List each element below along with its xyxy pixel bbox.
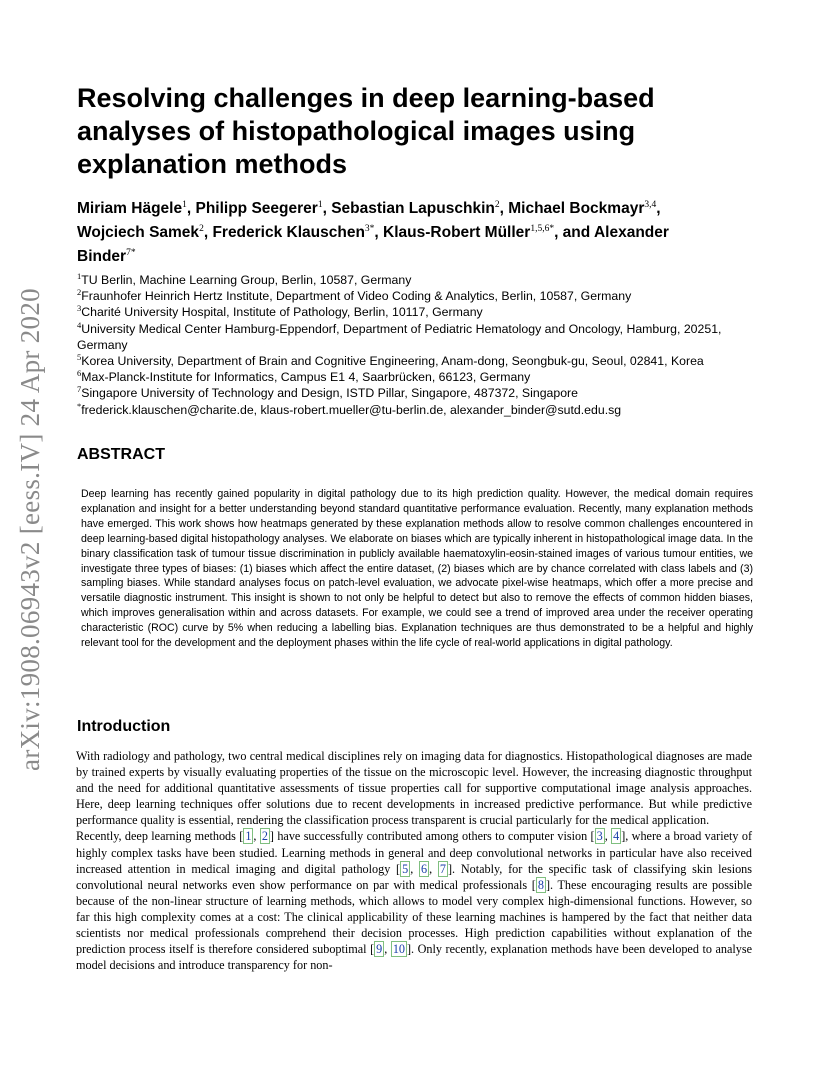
citation-link[interactable]: 6 [421,861,428,876]
affiliation: $^3$Charité University Hospital, Institute of Pathology, Berlin, 10117, Germany [77,303,483,320]
citation-link[interactable]: 5 [402,861,409,876]
intro-paragraph-1: With radiology and pathology, two central medical disciplines rely on imaging data for diagnostics. Histopathological diagnoses are made by trained experts by visually evaluating properties of the tissue on the microscopic level. However, the increasing diagnostic throughput and the need for additional quantitative assessments of tissue properties call for supportive computational image analysis approaches. Here, deep learning techniques offer solutions due to recent developments in increased predictive performance. But while predictive performance quality is essential, rendering the classification process transparent is crucial particularly for the medical application. [76,749,752,828]
citation-link[interactable]: 8 [537,877,544,892]
citation-link[interactable]: 10 [392,942,405,957]
author: Frederick Klauschen$^{3*}$, [212,224,384,242]
citation-link[interactable]: 1 [245,829,252,844]
citation-link[interactable]: 4 [613,829,620,844]
author: Sebastian Lapuschkin$^2$, [331,200,509,218]
introduction-body [76,748,752,973]
citation-link[interactable]: 2 [261,829,268,844]
author: Michael Bockmayr$^{3,4}$, [508,200,661,218]
paper-title: Resolving challenges in deep learning-based analyses of histopathological images using explanation methods [77,83,655,179]
citation-link[interactable]: 9 [376,942,383,957]
intro-paragraph-2: Recently, deep learning methods [ 1 , 2 ] have successfully contributed among others to computer vision [ 3 , 4 ], where a broad variety of highly complex tasks have been studied. Learning methods in general and deep convolutional networks in particular have also received increased attention in medical imaging and digital pathology [ 5 , 6 , 7 ]. Notably, for the specific task of classifying skin lesions convolutional neural networks even show performance on par with medical professionals [ 8 ]. These encouraging results are possible because of the non-linear structure of learning methods, which allows to model very complex high-dimensional functions. However, so far this high complexity comes at a cost: The clinical applicability of these learning machines is hampered by the fact that neither data scientists nor medical professionals comprehend their decision processes. High prediction capabilities without explanation of the prediction process itself is therefore considered suboptimal [ 9 , 10 ]. Only recently, explanation methods have been developed to analyse model decisions and introduce transparency for non- [76,829,753,973]
affiliation: $^5$Korea University, Department of Brain and Cognitive Engineering, Anam-dong, Seongbuk-gu, Seoul, 02841, Korea [77,351,704,369]
affiliation: $^2$Fraunhofer Heinrich Hertz Institute, Department of Video Coding & Analytics, Berlin, 10587, Germany [77,287,632,304]
affiliation-list [77,272,767,418]
author: Philipp Seegerer$^1$, [195,200,332,218]
introduction-heading: Introduction [77,718,171,735]
author-list [77,195,727,267]
abstract-text: Deep learning has recently gained popularity in digital pathology due to its high prediction quality. However, the medical domain requires explanation and insight for a better understanding beyond standard quantitative performance evaluation. Recently, many explanation methods have emerged. This work shows how heatmaps generated by these explanation methods allow to resolve common challenges encountered in deep learning-based digital histopathology analyses. We elaborate on biases which are typically inherent in histopathological image data. In the binary classification task of tumour tissue discrimination in publicly available haematoxylin-eosin-stained images of various tumour entities, we investigate three types of biases: (1) biases which affect the entire dataset, (2) biases which are by chance correlated with class labels and (3) sampling biases. While standard analyses focus on patch-level evaluation, we advocate pixel-wise heatmaps, which offer a more precise and versatile diagnostic instrument. This insight is shown to not only be helpful to detect but also to remove the effects of common hidden biases, which improves generalisation within and across datasets. For example, we could see a trend of improved area under the receiver operating characteristic (ROC) curve by 5% when reducing a labelling bias. Explanation techniques are thus demonstrated to be a helpful and highly relevant tool for the development and the deployment phases within the life cycle of real-world applications in digital pathology. [81,488,753,650]
author: Miriam Hägele$^1$, [77,200,196,218]
author: Alexander Binder$^{7*}$ [77,224,669,266]
author: Wojciech Samek$^2$, [77,224,213,242]
abstract-heading: ABSTRACT [77,446,165,463]
citation-link[interactable]: 7 [439,861,446,876]
author: Klaus-Robert Müller$^{1,5,6*}$, and [383,224,594,242]
affiliation-emails: *frederick.klauschen@charite.de, klaus-robert.mueller@tu-berlin.de, alexander_binder@sutd.edu.sg [77,400,622,417]
arxiv-identifier: arXiv:1908.06943v2 [eess.IV] 24 Apr 2020 [14,287,45,771]
affiliation: $^4$University Medical Center Hamburg-Eppendorf, Department of Pediatric Hematology and Oncology, Hamburg, 20251, Germany [77,319,722,352]
affiliation: $^1$TU Berlin, Machine Learning Group, Berlin, 10587, Germany [77,270,412,287]
affiliation: $^6$Max-Planck-Institute for Informatics, Campus E1 4, Saarbrücken, 66123, Germany [77,368,531,385]
arxiv-stamp [8,284,52,774]
citation-link[interactable]: 3 [596,829,603,844]
affiliation: $^7$Singapore University of Technology and Design, ISTD Pillar, Singapore, 487372, Singapore [77,384,578,401]
